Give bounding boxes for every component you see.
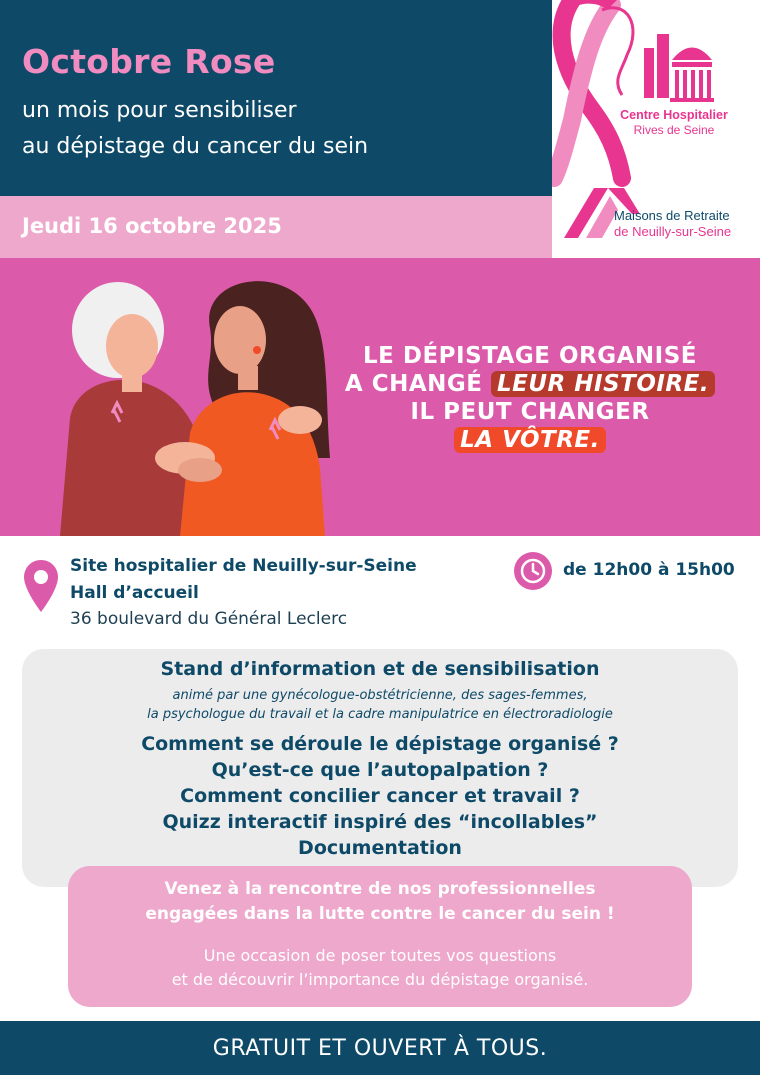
retirement-name: Maisons de Retraite	[614, 208, 730, 223]
hospital-building-icon	[644, 34, 714, 102]
event-date: Jeudi 16 octobre 2025	[22, 214, 282, 238]
invite-headline-line: engagées dans la lutte contre le cancer du sein !	[145, 904, 615, 924]
info-item: Comment concilier cancer et travail ?	[180, 785, 580, 807]
invite-headline-line: Venez à la rencontre de nos professionnelles	[164, 879, 596, 899]
event-hours: de 12h00 à 15h00	[563, 560, 735, 580]
info-item: Comment se déroule le dépistage organisé ?	[141, 733, 619, 755]
page-title: Octobre Rose	[22, 42, 276, 81]
slogan-line	[330, 370, 730, 398]
hospital-subname: Rives de Seine	[633, 123, 715, 137]
info-subtitle-line: animé par une gynécologue-obstétricienne, des sages-femmes,	[172, 688, 588, 703]
hospital-logo-text	[614, 108, 734, 138]
info-item: Documentation	[298, 837, 462, 859]
slogan-text: A CHANGÉ	[344, 371, 483, 397]
info-list	[22, 731, 738, 861]
location-pin-icon	[24, 560, 58, 612]
slogan-line: IL PEUT CHANGER	[410, 399, 650, 425]
info-subtitle	[22, 686, 738, 724]
clock-icon	[514, 552, 552, 590]
retirement-logo-text	[614, 208, 754, 240]
invite-headline	[68, 877, 692, 927]
subtitle-line: au dépistage du cancer du sein	[22, 134, 369, 159]
retirement-subname: de Neuilly-sur-Seine	[614, 224, 732, 239]
page-subtitle	[22, 93, 368, 165]
location-name: Site hospitalier de Neuilly-sur-Seine	[70, 556, 417, 576]
invite-text	[68, 944, 692, 992]
info-item: Qu’est-ce que l’autopalpation ?	[211, 759, 549, 781]
location-place: Hall d’accueil	[70, 583, 199, 603]
slogan-highlight: LA VÔTRE.	[454, 427, 606, 453]
subtitle-line: un mois pour sensibiliser	[22, 98, 297, 123]
invite-text-line: Une occasion de poser toutes vos questions	[203, 946, 557, 965]
hospital-name: Centre Hospitalier	[620, 108, 728, 122]
slogan-line	[330, 426, 730, 454]
slogan-highlight: LEUR HISTOIRE.	[491, 371, 715, 397]
slogan	[330, 342, 730, 454]
location-address: 36 boulevard du Général Leclerc	[70, 609, 348, 629]
slogan-line: LE DÉPISTAGE ORGANISÉ	[363, 343, 697, 369]
info-title: Stand d’information et de sensibilisation	[160, 658, 600, 680]
info-item: Quizz interactif inspiré des “incollables”	[162, 811, 598, 833]
pink-ribbon-icon	[554, 0, 633, 178]
invite-text-line: et de découvrir l’importance du dépistage organisé.	[171, 970, 589, 989]
location-block	[70, 553, 417, 607]
info-subtitle-line: la psychologue du travail et la cadre manipulatrice en électroradiologie	[147, 707, 613, 722]
footer-text: GRATUIT ET OUVERT À TOUS.	[212, 1036, 548, 1061]
